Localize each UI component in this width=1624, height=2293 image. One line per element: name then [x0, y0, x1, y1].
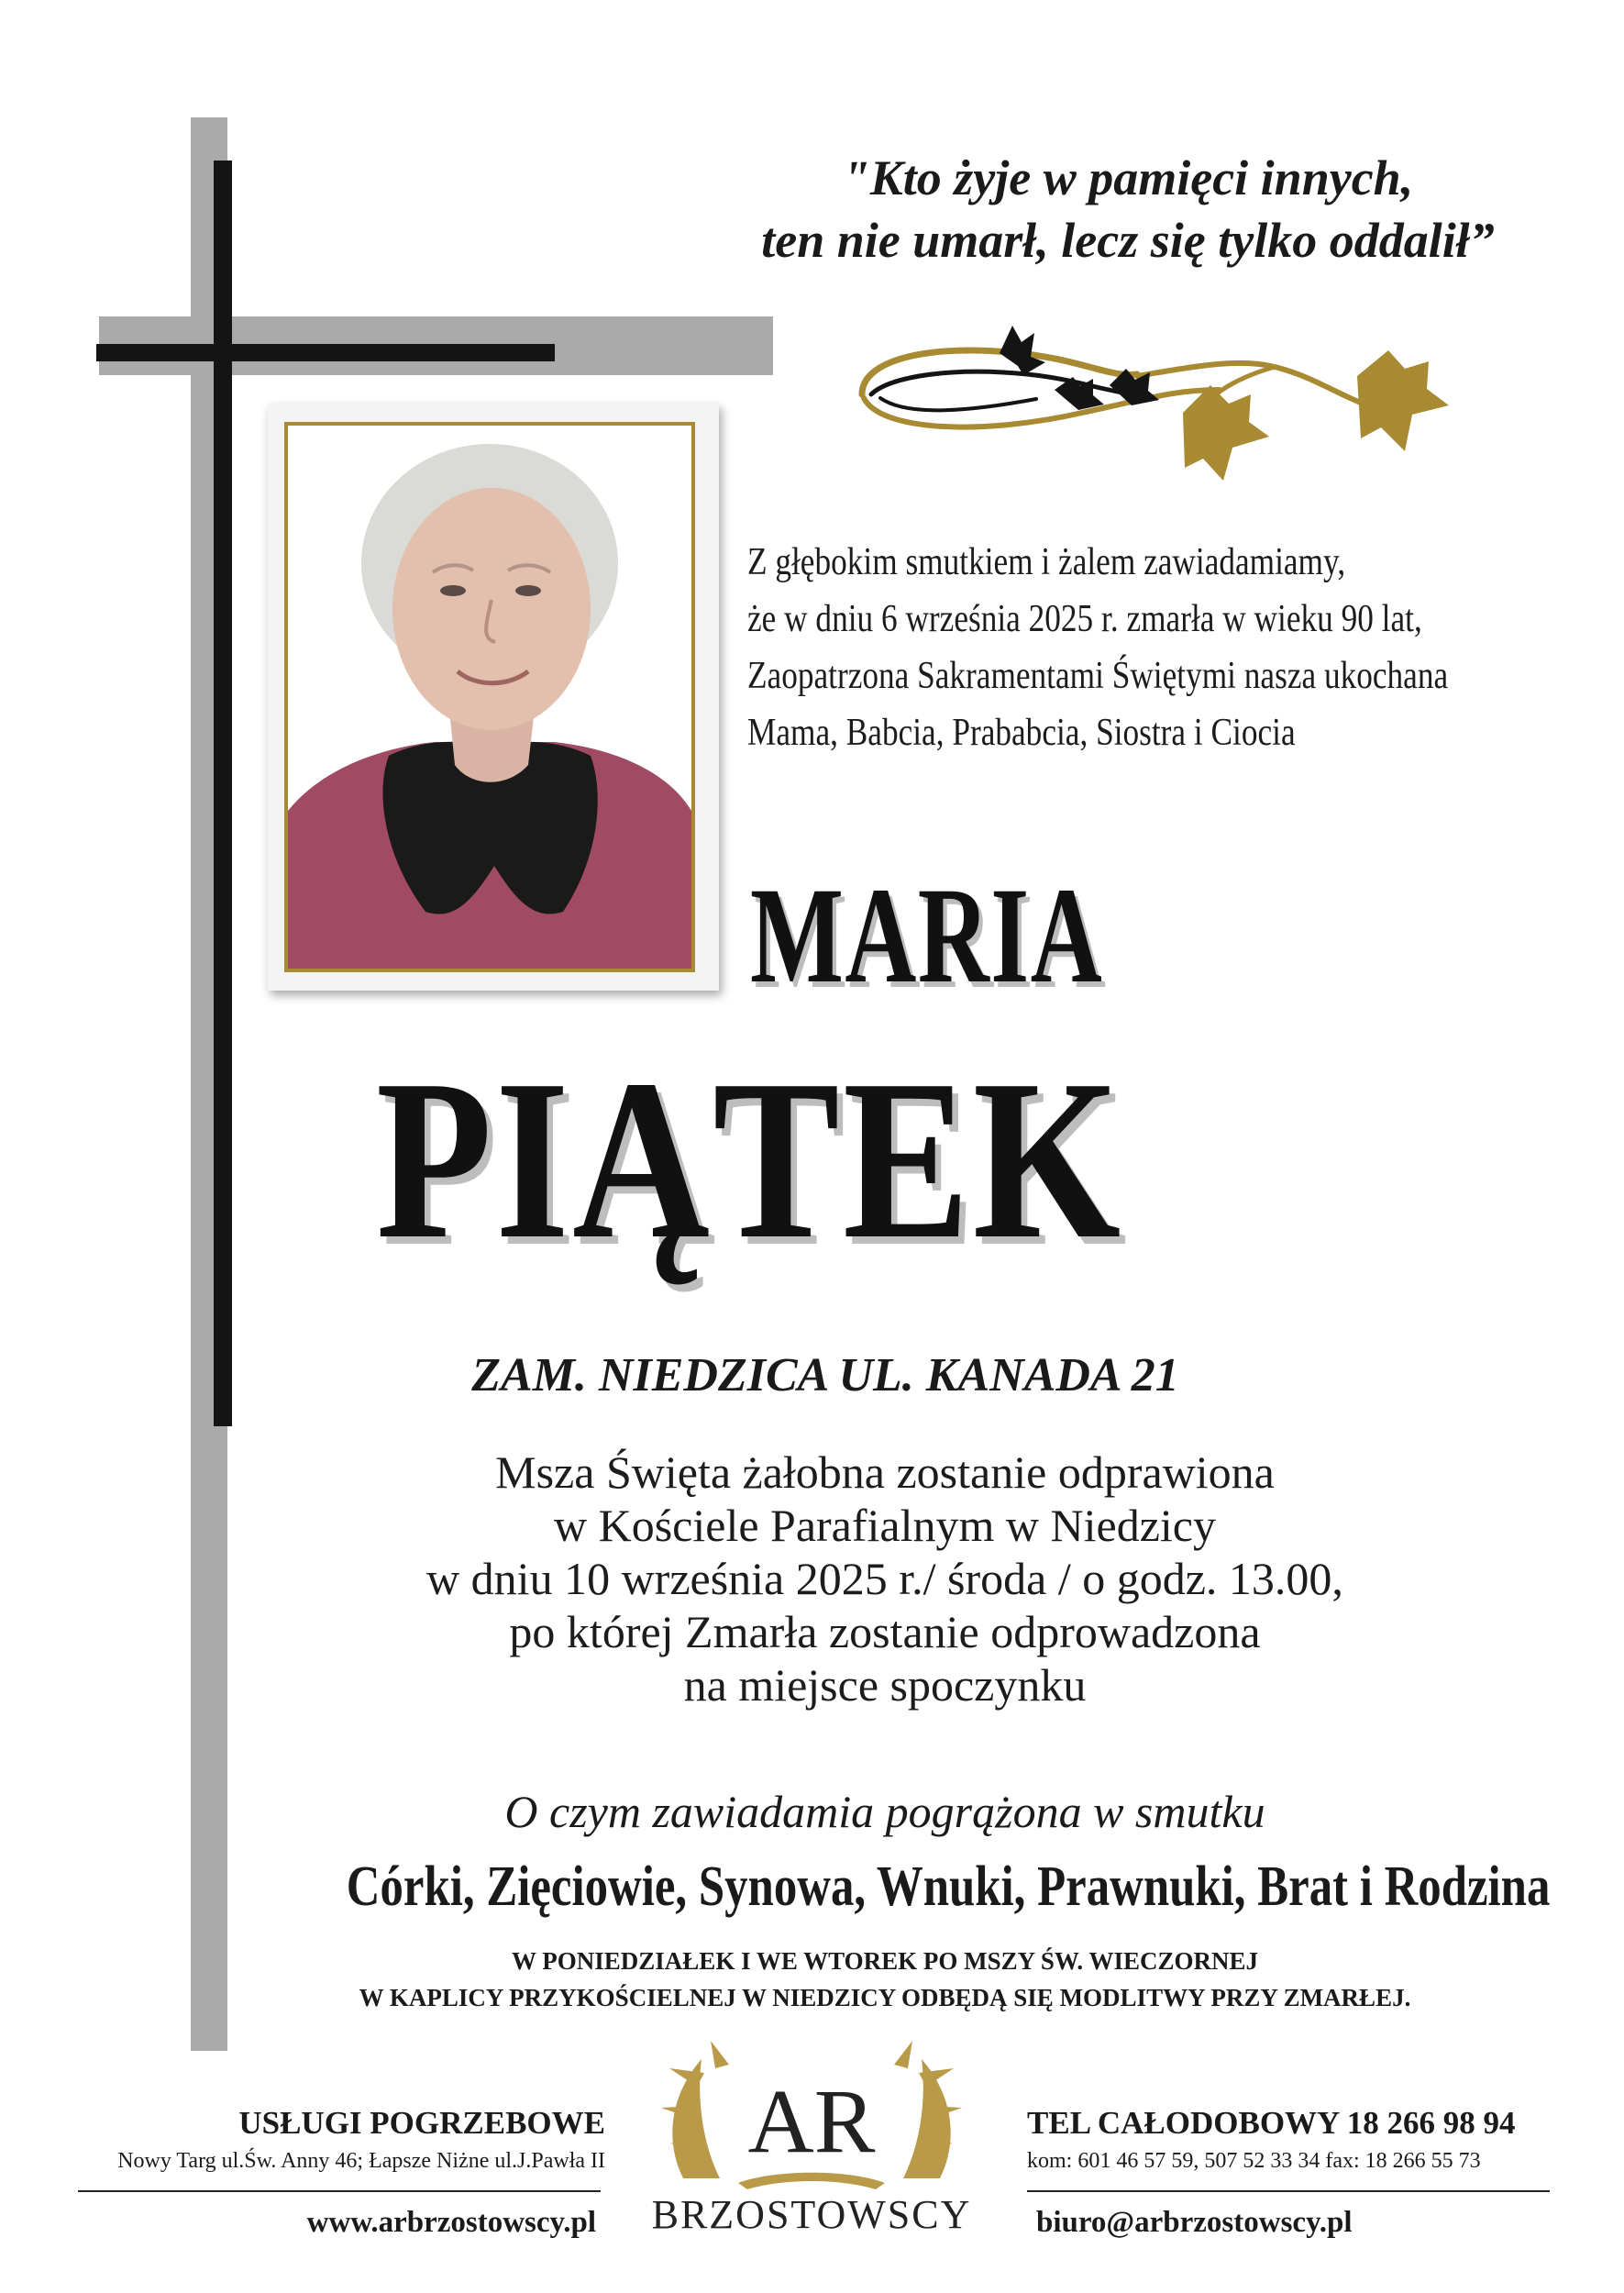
mass-line: na miejsce spoczynku	[683, 1659, 1087, 1711]
family-intro: O czym zawiadamia pogrążona w smutku	[504, 1786, 1265, 1837]
footer-divider-left	[78, 2190, 601, 2192]
logo-initials: AR	[747, 2070, 876, 2172]
portrait-illustration	[288, 426, 691, 969]
quote-line-2: ten nie umarł, lecz się tylko oddalił”	[761, 213, 1495, 268]
death-announcement	[747, 534, 1449, 761]
funeral-services-address: Nowy Targ ul.Św. Anny 46; Łapsze Niżne ul.J.Pawła II	[117, 2149, 605, 2173]
announcement-line: że w dniu 6 września 2025 r. zmarła w wieku 90 lat,	[747, 598, 1422, 640]
deceased-first-name: MARIA	[750, 859, 1104, 1012]
phone-24h: TEL CAŁODOBOWY 18 266 98 94	[1027, 2105, 1516, 2141]
email-link[interactable]: biuro@arbrzostowscy.pl	[1036, 2206, 1353, 2239]
leaves	[1000, 326, 1159, 410]
prayer-line-1: W PONIEDZIAŁEK I WE WTOREK PO MSZY ŚW. WIECZORNEJ	[512, 1947, 1258, 1975]
portrait-photo	[284, 422, 695, 972]
logo-company-name: BRZOSTOWSCY	[651, 2192, 972, 2237]
funeral-mass-info	[275, 1446, 1495, 1711]
prayer-notice	[275, 1943, 1495, 2016]
deceased-last-name: PIĄTEK	[376, 1033, 1124, 1287]
announcement-line: Zaopatrzona Sakramentami Świętymi nasza ukochana	[747, 655, 1449, 697]
cross-horizontal-beam	[96, 344, 555, 361]
quote-line-1: "Kto żyje w pamięci innych,	[842, 150, 1414, 205]
family-members: Córki, Zięciowie, Synowa, Wnuki, Prawnuki, Brat i Rodzina	[346, 1855, 1551, 1918]
mass-line: w Kościele Parafialnym w Niedzicy	[554, 1500, 1216, 1551]
mass-line: po której Zmarła zostanie odprowadzona	[509, 1606, 1261, 1657]
mass-line: w dniu 10 września 2025 r./ środa / o godz. 13.00,	[426, 1553, 1343, 1604]
phone-list: kom: 601 46 57 59, 507 52 33 34 fax: 18 266 55 73	[1027, 2149, 1481, 2173]
announcement-line: Z głębokim smutkiem i żalem zawiadamiamy,	[747, 541, 1346, 583]
announcement-line: Mama, Babcia, Prababcia, Siostra i Ciocia	[747, 712, 1296, 754]
deceased-address: ZAM. NIEDZICA UL. KANADA 21	[471, 1349, 1179, 1401]
footer-divider-right	[1027, 2190, 1550, 2192]
mass-line: Msza Święta żałobna zostanie odprawiona	[495, 1446, 1275, 1498]
vine-ornament	[844, 303, 1486, 486]
funeral-services-title: USŁUGI POGRZEBOWE	[238, 2105, 605, 2141]
prayer-line-2: W KAPLICY PRZYKOŚCIELNEJ W NIEDZICY ODBĘDĄ SIĘ MODLITWY PRZY ZMARŁEJ.	[359, 1984, 1411, 2011]
website-link[interactable]: www.arbrzostowscy.pl	[306, 2206, 596, 2239]
memorial-quote	[679, 147, 1577, 271]
